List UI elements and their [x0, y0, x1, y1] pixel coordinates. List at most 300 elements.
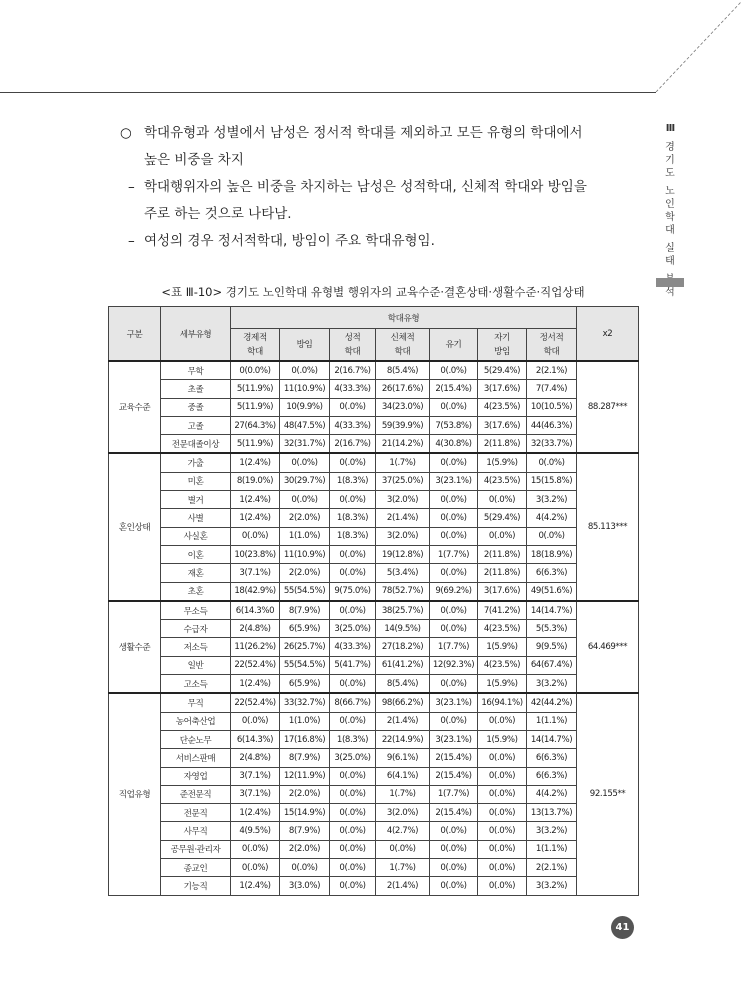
column-header [376, 329, 430, 362]
row-label: 중졸 [161, 398, 231, 416]
table-cell: 0(.0%) [231, 840, 280, 858]
row-label: 사별 [161, 509, 231, 527]
table-cell: 0(.0%) [231, 712, 280, 730]
table-cell: 49(51.6%) [527, 582, 577, 601]
table-row [109, 749, 639, 767]
table-cell: 0(.0%) [478, 767, 527, 785]
table-cell: 0(.0%) [430, 491, 478, 509]
bullet-line [118, 228, 646, 255]
table-cell: 18(42.9%) [231, 582, 280, 601]
table-cell: 0(.0%) [478, 804, 527, 822]
table-row [109, 675, 639, 694]
table-row [109, 730, 639, 748]
table-cell: 0(0.0%) [231, 361, 280, 380]
table-cell: 44(46.3%) [527, 416, 577, 434]
table-cell: 0(.0%) [330, 491, 376, 509]
table-cell: 1(8.3%) [330, 527, 376, 545]
table-row [109, 601, 639, 620]
data-table [108, 306, 639, 896]
table-cell: 0(.0%) [280, 491, 330, 509]
table-row [109, 804, 639, 822]
table-cell: 22(52.4%) [231, 656, 280, 674]
table-cell: 6(6.3%) [527, 749, 577, 767]
chapter-title-char: 태 [665, 256, 675, 267]
table-row [109, 840, 639, 858]
table-cell: 3(23.1%) [430, 472, 478, 490]
table-cell: 32(33.7%) [527, 435, 577, 454]
table-cell: 2(15.4%) [430, 804, 478, 822]
table-cell: 0(.0%) [330, 601, 376, 620]
column-header-line: 유기 [445, 339, 462, 350]
bullet-text: 높은 비중을 차지 [144, 152, 244, 168]
table-cell: 5(11.9%) [231, 398, 280, 416]
table-cell: 0(.0%) [527, 453, 577, 472]
table-cell: 64(67.4%) [527, 656, 577, 674]
table-cell: 0(.0%) [330, 767, 376, 785]
table-cell: 5(29.4%) [478, 509, 527, 527]
table-cell: 2(15.4%) [430, 380, 478, 398]
table-cell: 9(69.2%) [430, 582, 478, 601]
row-label: 공무원·관리자 [161, 840, 231, 858]
table-cell: 0(.0%) [430, 509, 478, 527]
table-cell: 6(6.3%) [527, 767, 577, 785]
table-cell: 14(9.5%) [376, 620, 430, 638]
table-cell: 59(39.9%) [376, 416, 430, 434]
table-cell: 7(7.4%) [527, 380, 577, 398]
chi-square-value: 92.155** [577, 693, 639, 895]
table-cell: 3(7.1%) [231, 785, 280, 803]
column-header-line: 경제적 [243, 332, 267, 343]
page-number: 41 [611, 916, 634, 939]
table-cell: 0(.0%) [527, 527, 577, 545]
table-row [109, 564, 639, 582]
bullet-text: 여성의 경우 정서적학대, 방임이 주요 학대유형임. [144, 233, 435, 249]
table-cell: 3(3.2%) [527, 877, 577, 895]
table-row [109, 877, 639, 895]
table-cell: 2(15.4%) [430, 749, 478, 767]
chapter-title-vertical [656, 141, 684, 299]
table-cell: 2(2.0%) [280, 564, 330, 582]
table-cell: 8(5.4%) [376, 675, 430, 694]
column-header-line: 학대 [543, 346, 560, 357]
row-label: 무학 [161, 361, 231, 380]
table-cell: 8(19.0%) [231, 472, 280, 490]
table-cell: 0(.0%) [376, 840, 430, 858]
row-label: 저소득 [161, 638, 231, 656]
table-cell: 3(3.2%) [527, 491, 577, 509]
table-cell: 4(23.5%) [478, 656, 527, 674]
row-label: 종교인 [161, 859, 231, 877]
bullet-line [118, 120, 646, 147]
table-cell: 17(16.8%) [280, 730, 330, 748]
table-cell: 0(.0%) [430, 601, 478, 620]
table-cell: 3(17.6%) [478, 380, 527, 398]
row-label: 준전문직 [161, 785, 231, 803]
row-label: 별거 [161, 491, 231, 509]
table-row [109, 491, 639, 509]
table-cell: 9(6.1%) [376, 749, 430, 767]
chapter-title-char: 도 [665, 168, 675, 179]
row-label: 전문대졸이상 [161, 435, 231, 454]
table-cell: 4(23.5%) [478, 620, 527, 638]
table-cell: 1(7.7%) [430, 545, 478, 563]
table-cell: 4(33.3%) [330, 416, 376, 434]
table-row [109, 656, 639, 674]
chapter-title-char: 석 [665, 287, 675, 298]
table-cell: 3(2.0%) [376, 804, 430, 822]
group-label: 교육수준 [109, 361, 161, 453]
table-cell: 4(9.5%) [231, 822, 280, 840]
table-cell: 0(.0%) [478, 749, 527, 767]
table-cell: 19(12.8%) [376, 545, 430, 563]
corner-decoration [640, 0, 741, 92]
table-cell: 0(.0%) [478, 877, 527, 895]
table-cell: 0(.0%) [231, 859, 280, 877]
table-cell: 7(41.2%) [478, 601, 527, 620]
row-label: 재혼 [161, 564, 231, 582]
table-cell: 1(8.3%) [330, 730, 376, 748]
table-cell: 2(11.8%) [478, 545, 527, 563]
table-cell: 8(5.4%) [376, 361, 430, 380]
bullet-marker: – [128, 233, 135, 249]
table-cell: 6(4.1%) [376, 767, 430, 785]
table-cell: 10(10.5%) [527, 398, 577, 416]
table-cell: 1(7.7%) [430, 785, 478, 803]
bullet-text: 주로 하는 것으로 나타남. [144, 206, 292, 222]
table-cell: 32(31.7%) [280, 435, 330, 454]
column-header-line: 학대 [394, 346, 411, 357]
table-cell: 3(17.6%) [478, 582, 527, 601]
table-cell: 37(25.0%) [376, 472, 430, 490]
row-label: 초혼 [161, 582, 231, 601]
table-cell: 0(.0%) [330, 398, 376, 416]
table-cell: 2(2.1%) [527, 361, 577, 380]
table-cell: 10(9.9%) [280, 398, 330, 416]
row-label: 전문직 [161, 804, 231, 822]
table-cell: 0(.0%) [430, 877, 478, 895]
table-cell: 0(.0%) [330, 564, 376, 582]
table-cell: 0(.0%) [330, 675, 376, 694]
table-cell: 30(29.7%) [280, 472, 330, 490]
table-cell: 0(.0%) [280, 361, 330, 380]
table-cell: 0(.0%) [478, 785, 527, 803]
table-cell: 6(5.9%) [280, 620, 330, 638]
row-label: 서비스판매 [161, 749, 231, 767]
table-cell: 11(26.2%) [231, 638, 280, 656]
row-label: 초졸 [161, 380, 231, 398]
table-cell: 0(.0%) [430, 712, 478, 730]
table-cell: 2(4.8%) [231, 620, 280, 638]
table-row [109, 693, 639, 712]
column-header-line: 학대 [247, 346, 263, 357]
table-cell: 1(7.7%) [430, 638, 478, 656]
table-cell: 0(.0%) [478, 712, 527, 730]
table-cell: 1(2.4%) [231, 509, 280, 527]
table-row [109, 785, 639, 803]
table-cell: 3(7.1%) [231, 767, 280, 785]
table-cell: 1(2.4%) [231, 675, 280, 694]
table-cell: 2(16.7%) [330, 361, 376, 380]
table-cell: 16(94.1%) [478, 693, 527, 712]
table-cell: 6(14.3%) [231, 730, 280, 748]
table-cell: 11(10.9%) [280, 380, 330, 398]
column-header-line: 방임 [296, 339, 313, 350]
chapter-title-char: 학 [665, 212, 675, 223]
table-cell: 5(41.7%) [330, 656, 376, 674]
table-row [109, 822, 639, 840]
table-cell: 2(2.1%) [527, 859, 577, 877]
table-cell: 22(14.9%) [376, 730, 430, 748]
table-cell: 1(2.4%) [231, 491, 280, 509]
table-cell: 21(14.2%) [376, 435, 430, 454]
chapter-title-char: 기 [665, 155, 675, 166]
column-header-line: 방임 [494, 346, 510, 357]
chi-square-value: 85.113*** [577, 453, 639, 600]
table-row [109, 435, 639, 454]
table-cell: 1(1.0%) [280, 712, 330, 730]
table-row [109, 509, 639, 527]
table-cell: 0(.0%) [430, 361, 478, 380]
table-cell: 6(14.3%0 [231, 601, 280, 620]
table-cell: 8(7.9%) [280, 601, 330, 620]
column-header [478, 329, 527, 362]
table-cell: 1(.7%) [376, 453, 430, 472]
table-cell: 0(.0%) [330, 545, 376, 563]
chapter-title-char: 인 [665, 199, 675, 210]
table-cell: 3(2.0%) [376, 491, 430, 509]
header-rule [0, 92, 656, 93]
table-cell: 3(2.0%) [376, 527, 430, 545]
group-label: 생활수준 [109, 601, 161, 693]
table-cell: 33(32.7%) [280, 693, 330, 712]
table-cell: 98(66.2%) [376, 693, 430, 712]
table-cell: 55(54.5%) [280, 582, 330, 601]
table-cell: 2(2.0%) [280, 785, 330, 803]
table-cell: 78(52.7%) [376, 582, 430, 601]
table-cell: 8(7.9%) [280, 822, 330, 840]
chapter-tab-bar [656, 278, 684, 287]
column-header-line: 신체적 [390, 332, 415, 343]
table-cell: 4(4.2%) [527, 785, 577, 803]
table-cell: 3(25.0%) [330, 749, 376, 767]
table-cell: 38(25.7%) [376, 601, 430, 620]
table-cell: 0(.0%) [430, 859, 478, 877]
table-cell: 3(23.1%) [430, 693, 478, 712]
table-cell: 2(11.8%) [478, 564, 527, 582]
chapter-numeral: Ⅲ [665, 123, 675, 134]
table-row [109, 620, 639, 638]
table-cell: 5(5.3%) [527, 620, 577, 638]
table-cell: 4(23.5%) [478, 472, 527, 490]
table-cell: 1(.7%) [376, 859, 430, 877]
table-cell: 2(15.4%) [430, 767, 478, 785]
table-cell: 12(11.9%) [280, 767, 330, 785]
table-cell: 0(.0%) [478, 859, 527, 877]
table-cell: 8(7.9%) [280, 749, 330, 767]
table-cell: 4(2.7%) [376, 822, 430, 840]
table-cell: 7(53.8%) [430, 416, 478, 434]
bullet-text: 학대행위자의 높은 비중을 차지하는 남성은 성적학대, 신체적 학대와 방임을 [144, 179, 587, 195]
table-cell: 1(8.3%) [330, 509, 376, 527]
table-cell: 18(18.9%) [527, 545, 577, 563]
table-row [109, 380, 639, 398]
table-cell: 15(14.9%) [280, 804, 330, 822]
column-header-line: 자기 [494, 332, 510, 343]
row-label: 사무직 [161, 822, 231, 840]
table-cell: 0(.0%) [280, 859, 330, 877]
table-cell: 0(.0%) [430, 398, 478, 416]
table-cell: 4(33.3%) [330, 380, 376, 398]
column-header [430, 329, 478, 362]
table-cell: 9(9.5%) [527, 638, 577, 656]
table-cell: 0(.0%) [478, 527, 527, 545]
column-header [231, 329, 280, 362]
table-cell: 0(.0%) [478, 822, 527, 840]
header-chi-square: x2 [577, 307, 639, 362]
table-cell: 1(5.9%) [478, 638, 527, 656]
header-abuse-type: 학대유형 [231, 307, 577, 329]
chi-square-value: 64.469*** [577, 601, 639, 693]
header-subtype: 세부유형 [161, 307, 231, 362]
table-cell: 3(17.6%) [478, 416, 527, 434]
chapter-title-char: 실 [665, 243, 675, 254]
table-cell: 13(13.7%) [527, 804, 577, 822]
table-cell: 0(.0%) [430, 840, 478, 858]
table-cell: 0(.0%) [478, 491, 527, 509]
table-cell: 0(.0%) [430, 620, 478, 638]
table-row [109, 398, 639, 416]
table-cell: 55(54.5%) [280, 656, 330, 674]
table-cell: 0(.0%) [430, 822, 478, 840]
table-cell: 5(11.9%) [231, 380, 280, 398]
table-cell: 3(3.2%) [527, 675, 577, 694]
table-row [109, 638, 639, 656]
table-cell: 3(3.0%) [280, 877, 330, 895]
header-category: 구분 [109, 307, 161, 362]
table-cell: 0(.0%) [330, 785, 376, 803]
summary-bullets [118, 120, 646, 255]
table-cell: 2(1.4%) [376, 712, 430, 730]
chapter-title-char: 경 [665, 142, 675, 153]
table-cell: 2(1.4%) [376, 509, 430, 527]
table-row [109, 472, 639, 490]
table-cell: 11(10.9%) [280, 545, 330, 563]
table-cell: 4(33.3%) [330, 638, 376, 656]
bullet-line [118, 174, 646, 201]
row-label: 농어축산업 [161, 712, 231, 730]
table-cell: 3(25.0%) [330, 620, 376, 638]
table-cell: 0(.0%) [330, 822, 376, 840]
table-cell: 0(.0%) [430, 527, 478, 545]
table-cell: 1(8.3%) [330, 472, 376, 490]
row-label: 가출 [161, 453, 231, 472]
row-label: 무소득 [161, 601, 231, 620]
table-row [109, 767, 639, 785]
table-cell: 34(23.0%) [376, 398, 430, 416]
table-cell: 0(.0%) [430, 564, 478, 582]
table-cell: 1(2.4%) [231, 804, 280, 822]
row-label: 단순노무 [161, 730, 231, 748]
bullet-line [118, 147, 646, 174]
table-cell: 1(2.4%) [231, 877, 280, 895]
column-header-line: 성적 [344, 332, 361, 343]
table-cell: 14(14.7%) [527, 601, 577, 620]
group-label: 혼인상태 [109, 453, 161, 600]
row-label: 고졸 [161, 416, 231, 434]
table-cell: 1(5.9%) [478, 730, 527, 748]
table-row [109, 545, 639, 563]
table-cell: 0(.0%) [430, 675, 478, 694]
table-cell: 1(1.1%) [527, 712, 577, 730]
table-caption: <표 Ⅲ-10> 경기도 노인학대 유형별 행위자의 교육수준·결혼상태·생활수준·직업상태 [161, 285, 585, 299]
table-cell: 0(.0%) [330, 453, 376, 472]
table-cell: 8(66.7%) [330, 693, 376, 712]
row-label: 사실혼 [161, 527, 231, 545]
table-cell: 26(25.7%) [280, 638, 330, 656]
table-cell: 5(3.4%) [376, 564, 430, 582]
table-cell: 1(1.1%) [527, 840, 577, 858]
table-cell: 4(23.5%) [478, 398, 527, 416]
table-cell: 26(17.6%) [376, 380, 430, 398]
column-header-line: 정서적 [539, 332, 564, 343]
table-row [109, 361, 639, 380]
table-cell: 0(.0%) [430, 453, 478, 472]
row-label: 고소득 [161, 675, 231, 694]
table-cell: 1(5.9%) [478, 675, 527, 694]
row-label: 일반 [161, 656, 231, 674]
chapter-side-tab [656, 122, 684, 299]
table-cell: 0(.0%) [330, 712, 376, 730]
row-label: 미혼 [161, 472, 231, 490]
group-label: 직업유형 [109, 693, 161, 895]
column-header-line: 학대 [344, 346, 361, 357]
table-cell: 0(.0%) [330, 840, 376, 858]
bullet-line [118, 201, 646, 228]
table-cell: 0(.0%) [478, 840, 527, 858]
table-cell: 0(.0%) [330, 859, 376, 877]
table-cell: 1(5.9%) [478, 453, 527, 472]
table-cell: 4(30.8%) [430, 435, 478, 454]
table-cell: 2(1.4%) [376, 877, 430, 895]
chi-square-value: 88.287*** [577, 361, 639, 453]
table-cell: 1(2.4%) [231, 453, 280, 472]
chapter-title-char: 노 [665, 186, 675, 197]
table-cell: 14(14.7%) [527, 730, 577, 748]
table-cell: 4(4.2%) [527, 509, 577, 527]
table-cell: 3(3.2%) [527, 822, 577, 840]
table-cell: 22(52.4%) [231, 693, 280, 712]
bullet-marker: ○ [120, 125, 132, 141]
table-cell: 0(.0%) [280, 453, 330, 472]
table-row [109, 453, 639, 472]
bullet-text: 학대유형과 성별에서 남성은 정서적 학대를 제외하고 모든 유형의 학대에서 [144, 125, 583, 141]
table-cell: 6(5.9%) [280, 675, 330, 694]
table-cell: 2(16.7%) [330, 435, 376, 454]
table-cell: 3(7.1%) [231, 564, 280, 582]
table-cell: 15(15.8%) [527, 472, 577, 490]
table-cell: 48(47.5%) [280, 416, 330, 434]
row-label: 기능직 [161, 877, 231, 895]
table-cell: 10(23.8%) [231, 545, 280, 563]
table-cell: 0(.0%) [330, 804, 376, 822]
row-label: 자영업 [161, 767, 231, 785]
table-cell: 27(18.2%) [376, 638, 430, 656]
table-cell: 27(64.3%) [231, 416, 280, 434]
table-row [109, 712, 639, 730]
table-cell: 9(75.0%) [330, 582, 376, 601]
table-cell: 61(41.2%) [376, 656, 430, 674]
table-cell: 2(11.8%) [478, 435, 527, 454]
